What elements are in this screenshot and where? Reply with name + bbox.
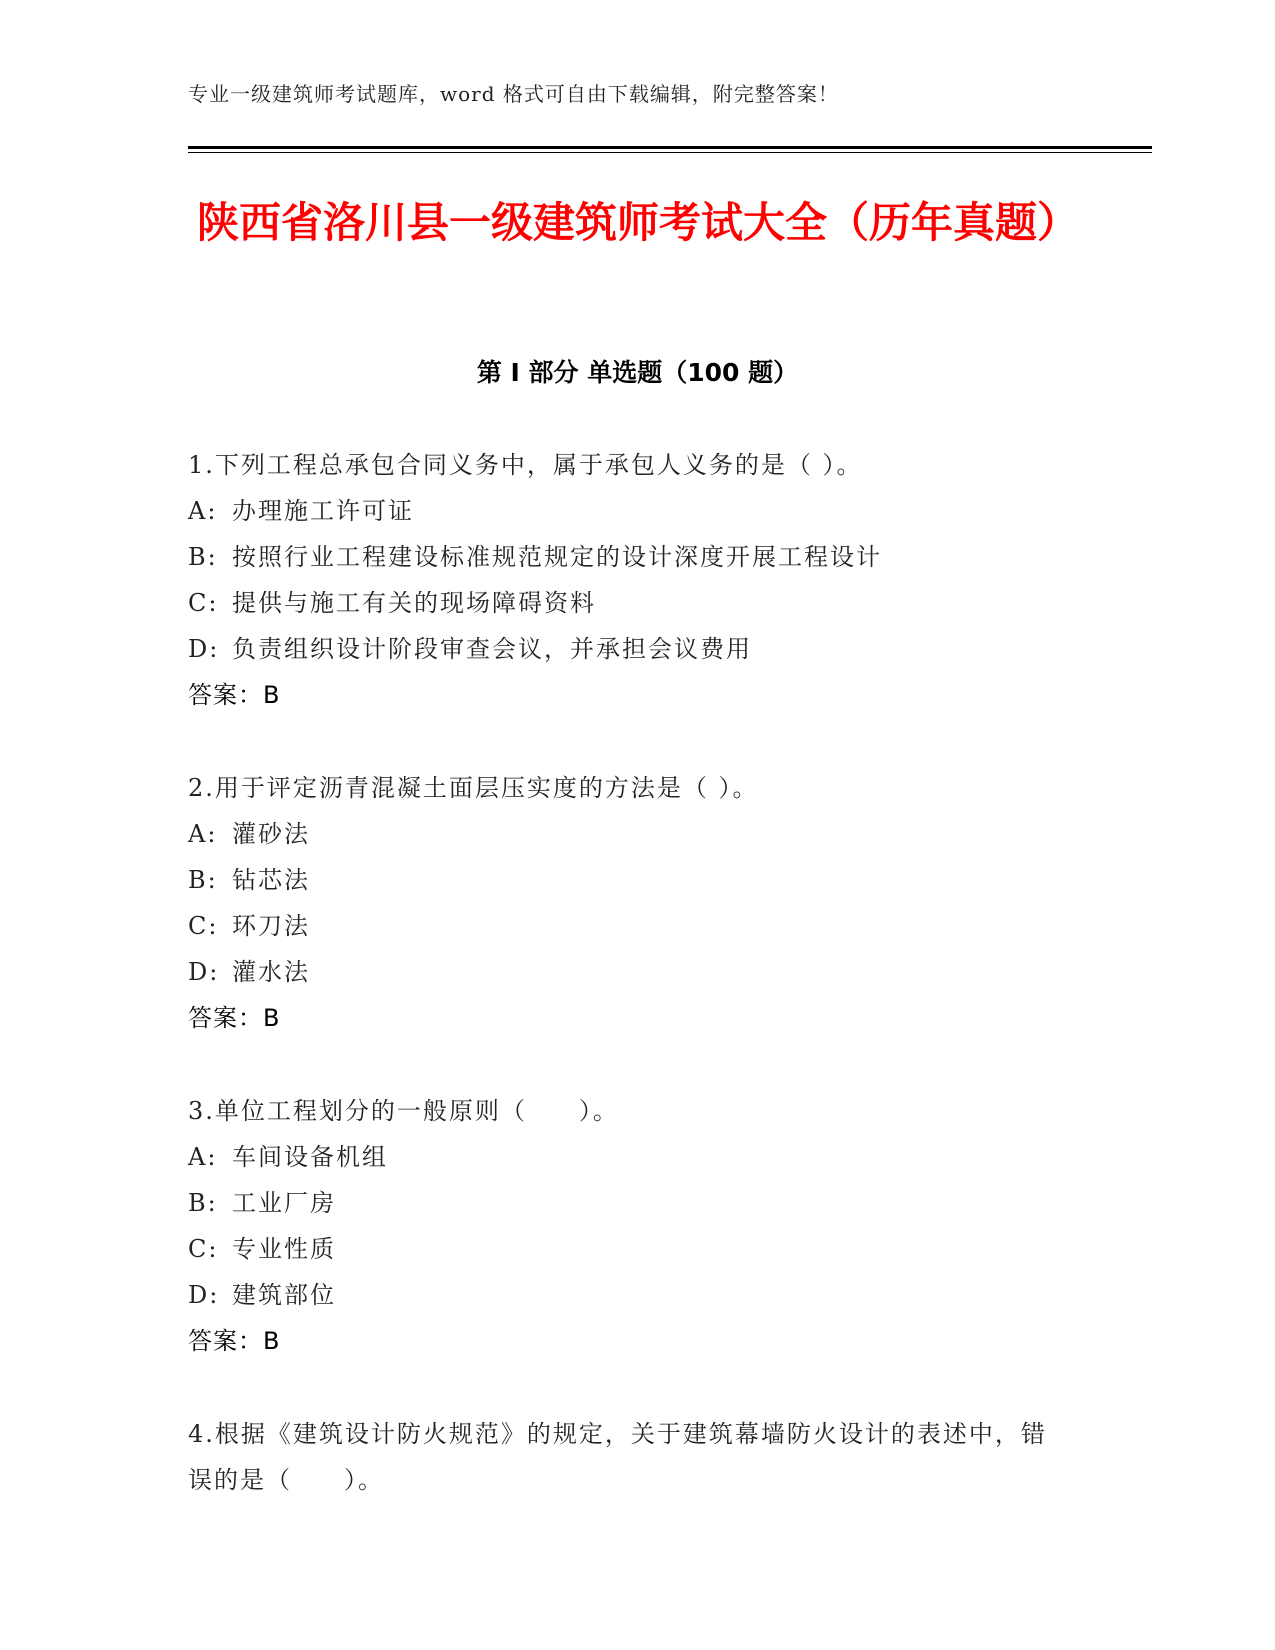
question-item (188, 442, 1068, 718)
header-divider-thick (188, 146, 1152, 149)
option-c (188, 1226, 1068, 1272)
option-text: 车间设备机组 (232, 1143, 388, 1171)
option-a (188, 488, 1068, 534)
option-c (188, 903, 1068, 949)
option-text: 建筑部位 (232, 1281, 336, 1309)
option-b (188, 534, 1068, 580)
answer-line: 答案：B (188, 1327, 281, 1355)
option-text: 环刀法 (232, 912, 310, 940)
option-letter: D: (188, 1281, 220, 1309)
answer-line: 答案：B (188, 681, 281, 709)
option-d (188, 1272, 1068, 1318)
option-text: 钻芯法 (232, 866, 310, 894)
option-letter: A: (188, 497, 218, 525)
option-letter: C: (188, 589, 219, 617)
option-b (188, 857, 1068, 903)
option-text: 工业厂房 (232, 1189, 336, 1217)
question-item (188, 765, 1068, 1041)
option-letter: A: (188, 820, 218, 848)
section-heading: 第 I 部分 单选题（100 题） (476, 358, 799, 387)
option-text: 专业性质 (232, 1235, 336, 1263)
option-a (188, 1134, 1068, 1180)
header-note: 专业一级建筑师考试题库，word 格式可自由下载编辑，附完整答案！ (188, 82, 839, 106)
option-text: 灌砂法 (232, 820, 310, 848)
question-stem: 2.用于评定沥青混凝土面层压实度的方法是（ ）。 (188, 774, 759, 802)
question-stem: 1.下列工程总承包合同义务中，属于承包人义务的是（ ）。 (188, 451, 863, 479)
question-list (188, 442, 1068, 1550)
option-text: 提供与施工有关的现场障碍资料 (232, 589, 596, 617)
option-text: 负责组织设计阶段审查会议，并承担会议费用 (232, 635, 752, 663)
header-divider-thin (188, 152, 1152, 153)
option-a (188, 811, 1068, 857)
option-text: 办理施工许可证 (232, 497, 414, 525)
option-letter: D: (188, 958, 220, 986)
document-title: 陕西省洛川县一级建筑师考试大全（历年真题） (196, 198, 1079, 247)
option-text: 按照行业工程建设标准规范规定的设计深度开展工程设计 (232, 543, 882, 571)
option-d (188, 626, 1068, 672)
answer-line: 答案：B (188, 1004, 281, 1032)
option-d (188, 949, 1068, 995)
question-item (188, 1088, 1068, 1364)
option-letter: B: (188, 543, 218, 571)
option-letter: D: (188, 635, 220, 663)
option-b (188, 1180, 1068, 1226)
option-letter: C: (188, 912, 219, 940)
option-c (188, 580, 1068, 626)
option-letter: B: (188, 866, 218, 894)
option-text: 灌水法 (232, 958, 310, 986)
option-letter: B: (188, 1189, 218, 1217)
question-stem: 3.单位工程划分的一般原则（ ）。 (188, 1097, 619, 1125)
option-letter: C: (188, 1235, 219, 1263)
question-stem: 4.根据《建筑设计防火规范》的规定，关于建筑幕墙防火设计的表述中，错误的是（ ）。 (188, 1420, 1047, 1494)
question-item (188, 1411, 1068, 1503)
option-letter: A: (188, 1143, 218, 1171)
